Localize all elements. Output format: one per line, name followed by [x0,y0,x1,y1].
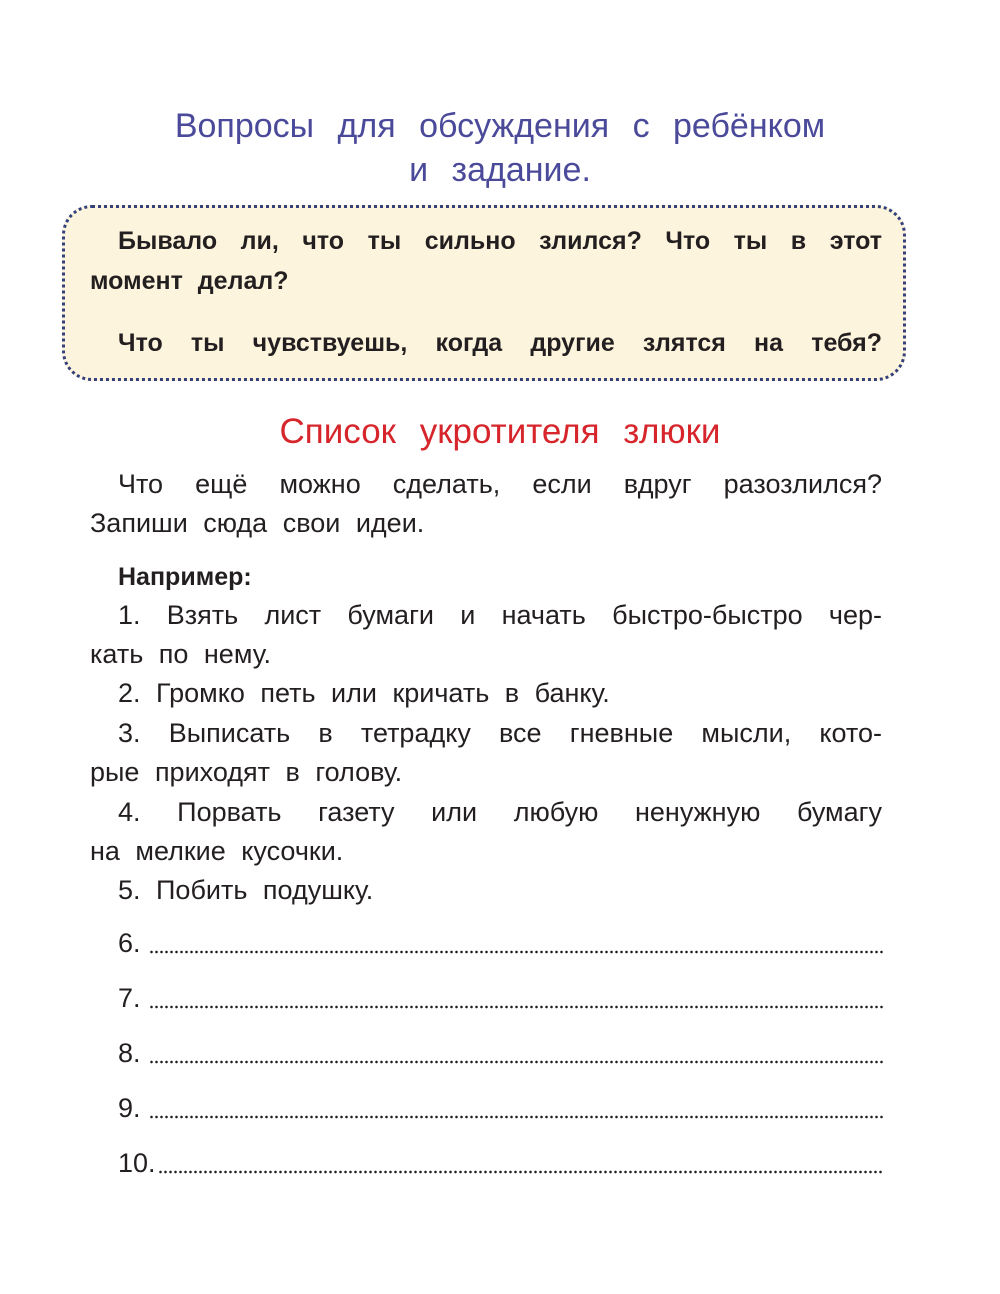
blank-line-10[interactable] [118,1146,884,1180]
example-label: Например: [118,563,252,591]
example-5: 5. Побить подушку. [118,875,374,905]
example-1-line-2: кать по нему. [90,639,271,669]
example-4-line-2: на мелкие кусочки. [90,836,344,866]
blank-line-7[interactable] [118,981,884,1015]
blank-line-6[interactable] [118,926,884,960]
blank-number: 8. [118,1038,141,1068]
example-4-line-1: 4. Порвать газету или любую ненужную бумагу [118,797,882,827]
dotted-fill-line [149,1005,884,1009]
blank-number: 9. [118,1093,141,1123]
example-2: 2. Громко петь или кричать в банку. [118,678,610,708]
example-3-line-1: 3. Выписать в тетрадку все гневные мысли, кото- [118,718,882,748]
blank-line-9[interactable] [118,1091,884,1125]
question-2: Что ты чувствуешь, когда другие злятся на тебя? [118,329,882,357]
dotted-fill-line [149,950,884,954]
blank-number: 10. [118,1148,156,1178]
dotted-fill-line [149,1115,884,1119]
intro-line-1: Что ещё можно сделать, если вдруг разозлился? [118,469,882,499]
example-3-line-2: рые приходят в голову. [90,757,403,787]
heading-line-2: и задание. [409,151,591,189]
intro-line-2: Запиши сюда свои идеи. [90,508,425,538]
blank-number: 7. [118,983,141,1013]
question-1-line-2: момент делал? [90,267,289,295]
blank-line-8[interactable] [118,1036,884,1070]
section-title: Список укротителя злюки [279,412,721,451]
question-1-line-1: Бывало ли, что ты сильно злился? Что ты в этот [118,227,882,255]
dotted-fill-line [158,1170,884,1174]
heading-line-1: Вопросы для обсуждения с ребёнком [174,107,826,145]
dotted-fill-line [149,1060,884,1064]
example-1-line-1: 1. Взять лист бумаги и начать быстро-быстро чер- [118,600,882,630]
blank-number: 6. [118,928,141,958]
